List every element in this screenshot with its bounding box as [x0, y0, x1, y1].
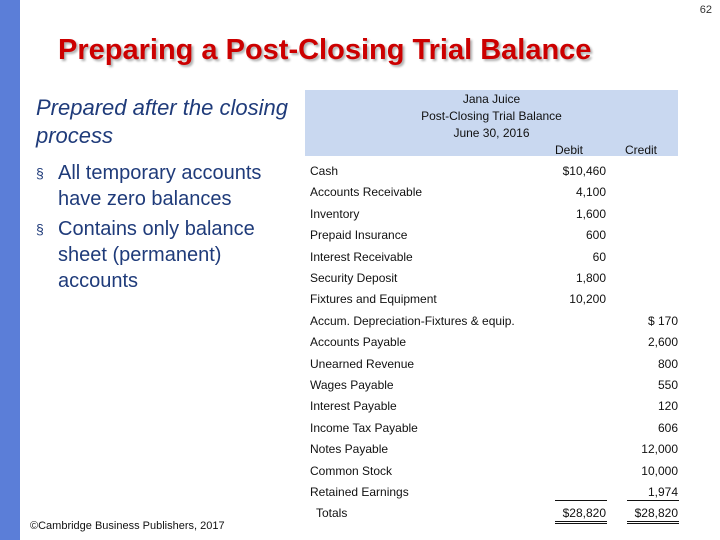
- bullet-item: [36, 160, 296, 212]
- credit-double-rule-2: [627, 523, 679, 524]
- table-row: [310, 164, 680, 182]
- credit-amount: $ 170: [647, 313, 678, 328]
- report-name: Post-Closing Trial Balance: [421, 109, 562, 123]
- bullet-icon: §: [36, 221, 44, 237]
- trial-balance-header: [305, 90, 678, 156]
- account-name: Common Stock: [310, 463, 393, 478]
- total-credit: $28,820: [634, 506, 678, 520]
- table-row: [310, 228, 680, 246]
- table-row: [310, 421, 680, 439]
- debit-amount: $10,460: [562, 164, 606, 178]
- bullet-icon: §: [36, 165, 44, 181]
- table-row: [310, 357, 680, 375]
- account-name: Security Deposit: [310, 271, 398, 285]
- account-name: Accum. Depreciation-Fixtures & equip.: [310, 313, 515, 328]
- table-row: [310, 464, 680, 482]
- account-name: Interest Receivable: [310, 249, 413, 264]
- table-row: [310, 442, 680, 460]
- account-name: Accounts Payable: [310, 335, 407, 350]
- debit-amount: 60: [592, 249, 606, 264]
- credit-amount: 800: [657, 356, 678, 371]
- copyright-footer: ©Cambridge Business Publishers, 2017: [30, 520, 225, 532]
- table-row: [310, 292, 680, 310]
- table-row: [310, 485, 680, 503]
- debit-amount: 10,200: [569, 292, 606, 307]
- account-name: Income Tax Payable: [310, 420, 418, 435]
- bullet-list: [36, 160, 296, 298]
- company-name: Jana Juice: [462, 92, 521, 106]
- credit-amount: 2,600: [647, 335, 678, 350]
- credit-amount: 1,974: [647, 485, 678, 499]
- table-row: [310, 271, 680, 289]
- account-name: Interest Payable: [310, 399, 397, 414]
- account-name: Notes Payable: [310, 442, 389, 457]
- debit-double-rule-2: [555, 523, 607, 524]
- table-row: [310, 314, 680, 332]
- table-row: [310, 250, 680, 268]
- debit-amount: 1,600: [575, 206, 606, 221]
- account-name: Inventory: [310, 206, 360, 221]
- report-date: June 30, 2016: [453, 126, 530, 140]
- table-row: [310, 399, 680, 417]
- credit-amount: 120: [657, 399, 678, 414]
- page-number: 62: [699, 4, 712, 16]
- account-name: Fixtures and Equipment: [310, 292, 437, 307]
- left-accent-bar: [0, 0, 20, 540]
- debit-double-rule-1: [555, 521, 607, 522]
- credit-total-rule: [627, 500, 679, 501]
- table-row: [310, 335, 680, 353]
- account-name: Cash: [310, 164, 339, 178]
- section-heading: Prepared after the closing process: [36, 95, 288, 148]
- credit-amount: 550: [657, 378, 678, 392]
- account-name: Prepaid Insurance: [310, 228, 408, 243]
- totals-label: Totals: [316, 506, 348, 520]
- account-name: Retained Earnings: [310, 485, 409, 499]
- totals-row: [310, 506, 680, 524]
- credit-amount: 10,000: [641, 463, 678, 478]
- debit-column-header: Debit: [555, 143, 584, 157]
- total-debit: $28,820: [562, 506, 606, 520]
- account-name: Accounts Receivable: [310, 185, 423, 200]
- table-row: [310, 185, 680, 203]
- table-row: [310, 378, 680, 396]
- credit-amount: 12,000: [641, 442, 678, 457]
- table-row: [310, 207, 680, 225]
- credit-double-rule-1: [627, 521, 679, 522]
- debit-amount: 600: [585, 228, 606, 243]
- credit-column-header: Credit: [625, 143, 658, 157]
- credit-amount: 606: [657, 420, 678, 435]
- account-name: Wages Payable: [310, 378, 394, 392]
- bullet-item: [36, 216, 296, 294]
- debit-amount: 4,100: [575, 185, 606, 200]
- slide-title: Preparing a Post-Closing Trial Balance: [58, 34, 592, 66]
- bullet-text: Contains only balance sheet (permanent) accounts: [58, 218, 255, 292]
- debit-total-rule: [555, 500, 607, 501]
- account-name: Unearned Revenue: [310, 356, 415, 371]
- debit-amount: 1,800: [575, 271, 606, 285]
- bullet-text: All temporary accounts have zero balances: [58, 162, 262, 210]
